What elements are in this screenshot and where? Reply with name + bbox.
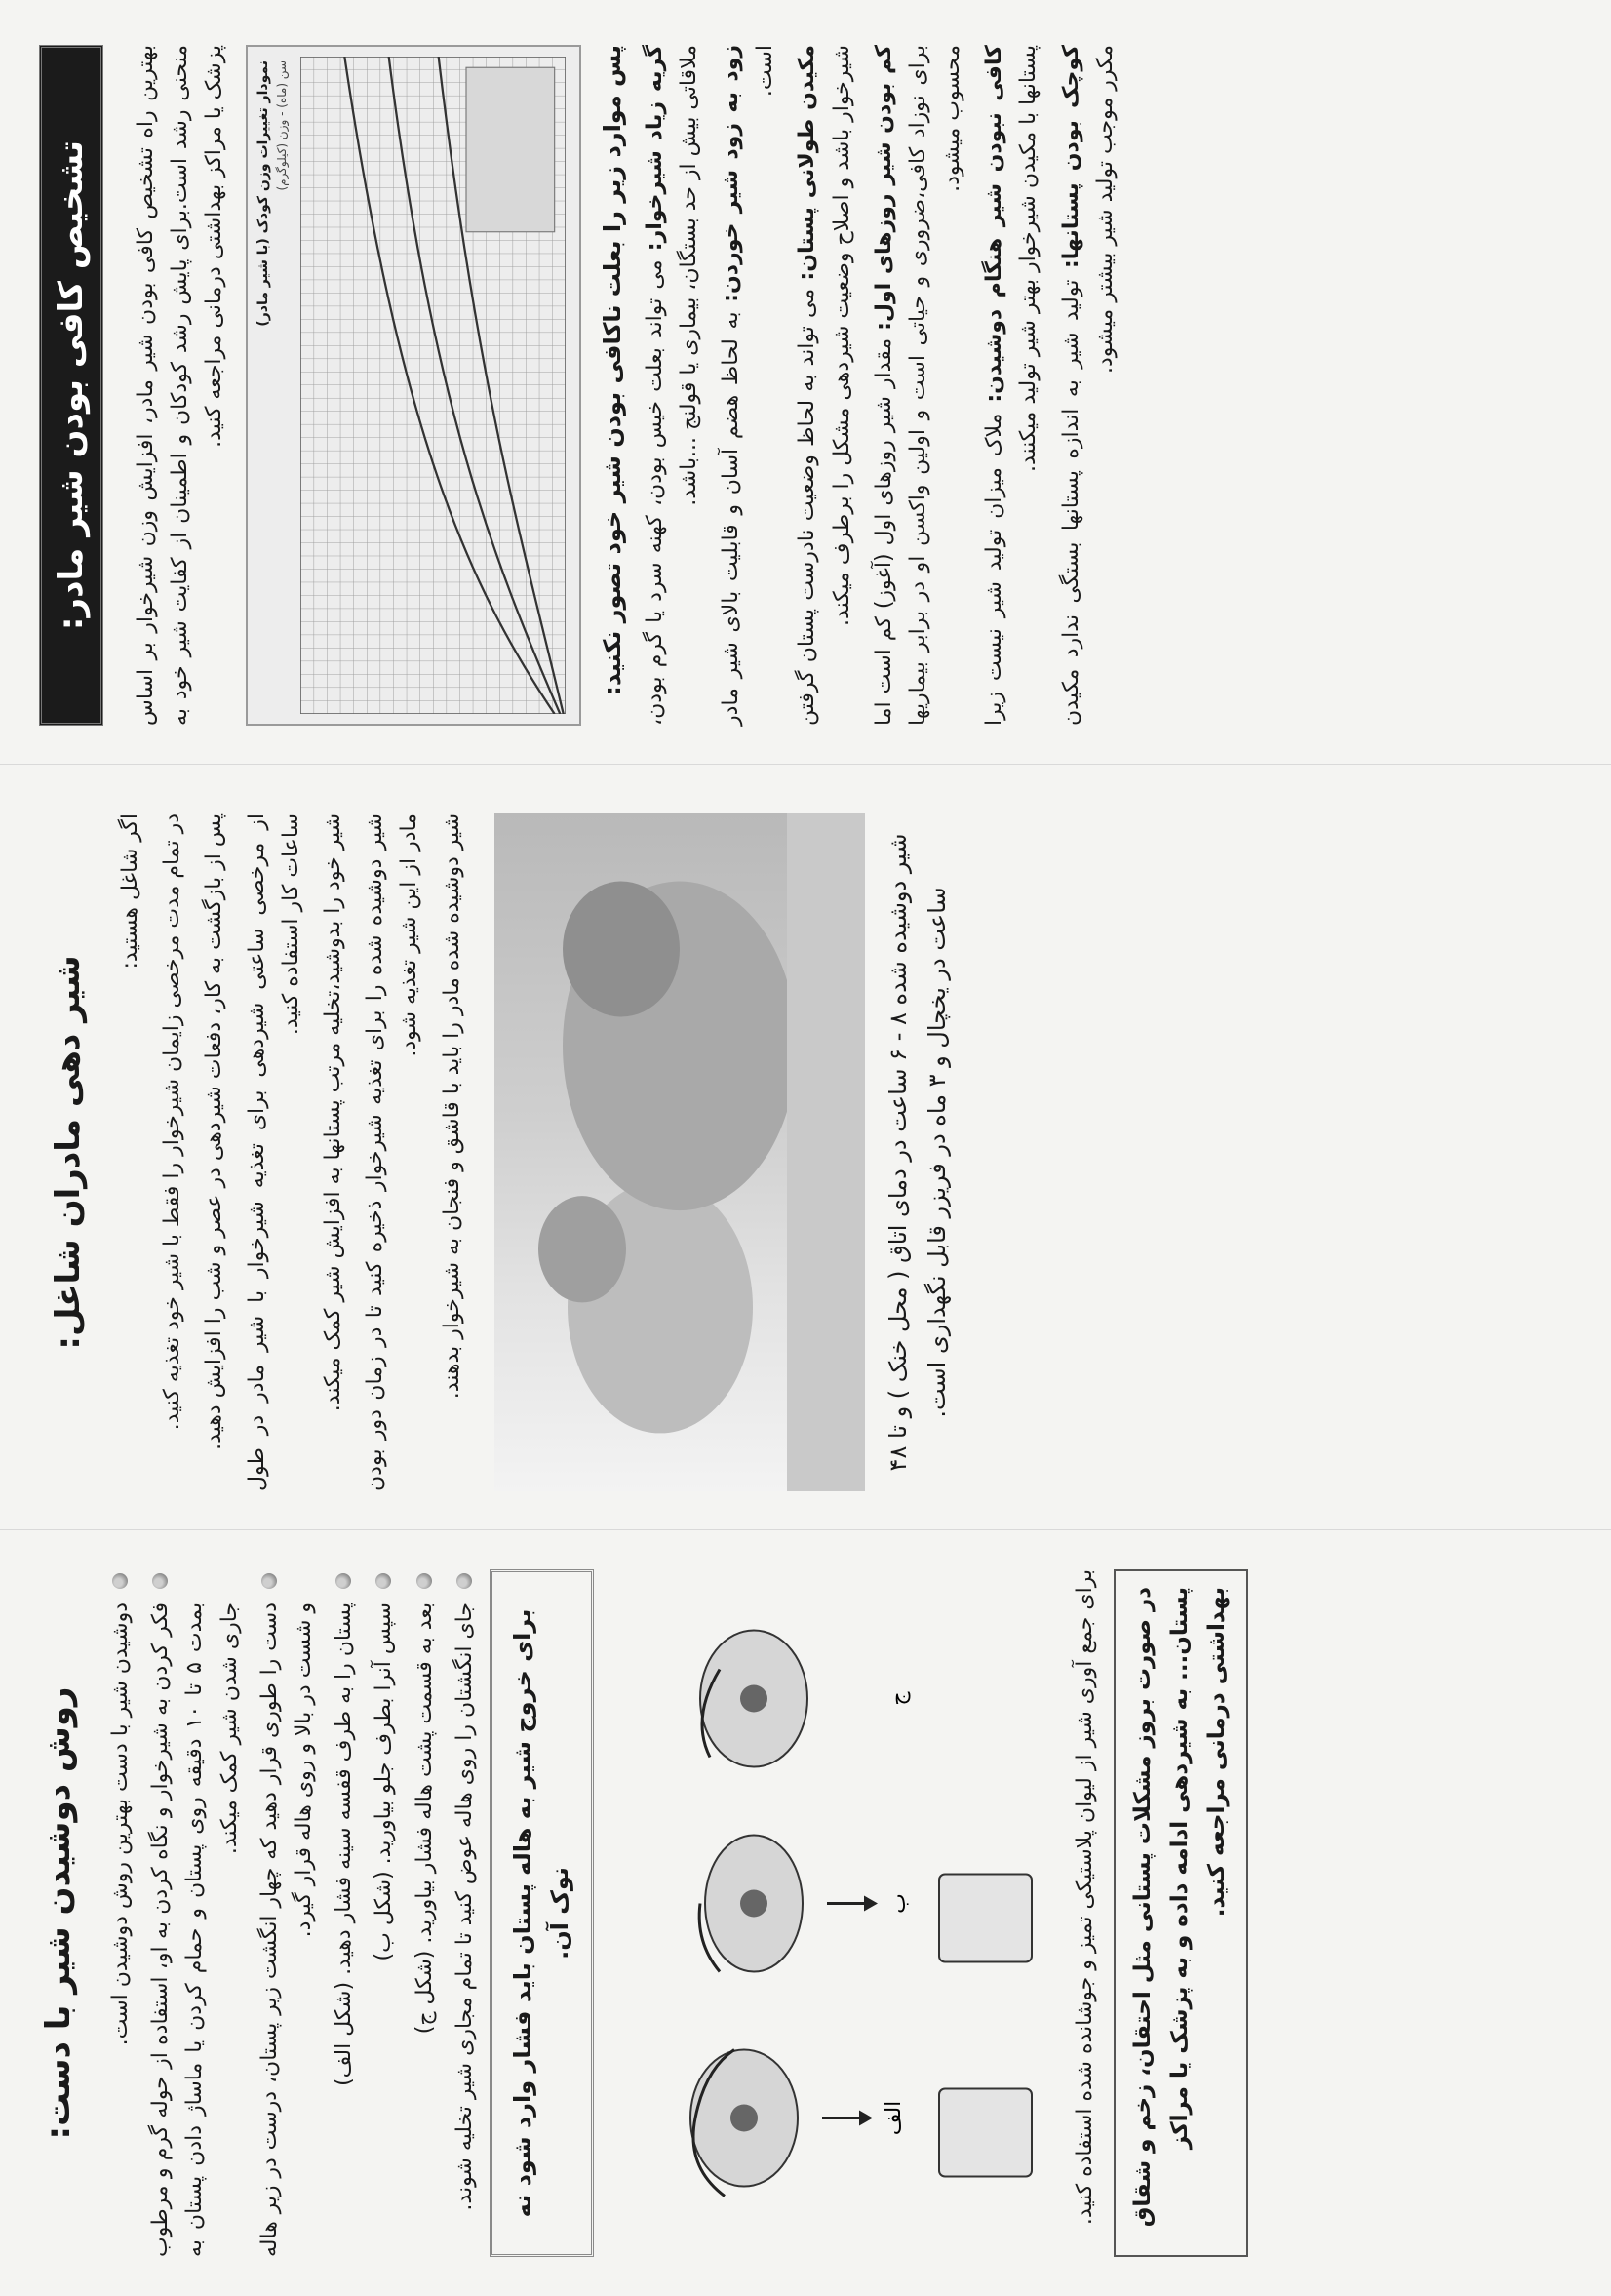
warning-text: در صورت بروز مشکلات پستانی مثل احتقان، زخم و شقاق پستان... به شیردهی ادامه داده و به پزشک یا مراکز بهداشتی درمانی مراجعه کنید. (1129, 1587, 1230, 2228)
storage-note: شیر دوشیده شده ۸ - ۶ ساعت در دمای اتاق ( محل خنک ) و تا ۴۸ ساعت در یخچال و ۳ ماه در فریزر قابل نگهداری است. (884, 833, 952, 1472)
mistake-item (638, 45, 706, 726)
pressure-note-box (490, 1569, 594, 2257)
step-item (448, 1569, 482, 2257)
step-text: فکر کردن به شیرخوار و نگاه کردن به او، استفاده از حوله گرم و مرطوب بمدت ۵ تا ۱۰ دقیقه روی پستان و حمام کردن یا ماساژ دادن پستان به جاری شدن شیر کمک میکند. (148, 1602, 242, 2257)
panel-milk-sufficiency (0, 0, 1611, 765)
growth-chart-grid (300, 57, 566, 714)
step-item (327, 1569, 361, 2257)
step-item (408, 1569, 442, 2257)
bullet-dot-icon (261, 1573, 277, 1589)
working-paragraph: در تمام مدت مرخصی زایمان شیرخوار را فقط با شیر خود تغذیه کنید. (160, 813, 185, 1431)
working-paragraph: شیر دوشیده شده را برای تغذیه شیرخوار ذخیره کنید تا در زمان دور بودن مادر از این شیر تغذیه شود. (363, 813, 422, 1491)
step-item (143, 1569, 247, 2257)
step-item (103, 1569, 138, 2257)
step-item (367, 1569, 401, 2257)
step-text: پستان را به طرف قفسه سینه فشار دهید. (شکل الف) (332, 1603, 357, 2086)
container-note: برای جمع آوری شیر از لیوان پلاستیکی تمیز و جوشانده شده استفاده کنید. (1072, 1569, 1097, 2226)
mistakes-title: پس موارد زیر را بعلت ناکافی بودن شیر خود تصور نکنید: (598, 45, 626, 695)
mother-baby-image (494, 813, 865, 1491)
mistake-lead: کوچک بودن پستانها: (1058, 44, 1083, 269)
mistake-lead: مکیدن طولانی پستان: (795, 45, 820, 281)
growth-chart-subtitle: سن (ماه) - وزن (کیلوگرم) (274, 60, 289, 191)
breast-problems-warning (1114, 1569, 1248, 2257)
growth-chart-svg (300, 57, 566, 714)
mistake-lead: گریه زیاد شیرخوار: (642, 45, 667, 252)
figure-label-a: الف (881, 2100, 906, 2136)
step-text: جای انگشتان را روی هاله عوض کنید تا تمام مجاری شیر تخلیه شوند. (452, 1603, 477, 2211)
step-item (253, 1569, 321, 2257)
panel-hand-expression (0, 1530, 1611, 2296)
mistake-text: ملاک میزان تولید شیر نیست زیرا پستانها با مکیدن شیرخوار بهتر شیر تولید میکنند. (982, 45, 1041, 726)
step-text: دوشیدن شیر با دست بهترین روش دوشیدن است. (108, 1603, 133, 2046)
mistake-item (1054, 45, 1122, 726)
bullet-dot-icon (375, 1573, 391, 1589)
hand-expression-illustration (608, 1569, 1056, 2257)
bullet-dot-icon (416, 1573, 432, 1589)
growth-chart (246, 45, 581, 726)
mistake-item (714, 45, 782, 726)
working-paragraph: از مرخصی ساعتی شیردهی برای تغذیه شیرخوار با شیر مادر در طول ساعات کار استفاده کنید. (244, 813, 303, 1491)
mistake-text: می تواند بعلت خیس بودن، کهنه سرد یا گرم بودن، ملاقاتی بیش از حد بستگان، بیماری یا قولنج ...باشد. (642, 45, 701, 726)
mistake-item (977, 45, 1045, 726)
figure-label-b: ب (885, 1893, 911, 1914)
mistake-text: به لحاظ هضم آسان و قابلیت بالای شیر مادر است. (718, 45, 778, 726)
panel-working-mothers (0, 765, 1611, 1530)
working-paragraph: شیر دوشیده شده مادر را باید با قاشق و فنجان به شیرخوار بدهند. (439, 813, 464, 1400)
working-paragraph: اگر شاغل هستید: (118, 813, 142, 970)
mistake-text: مقدار شیر روزهای اول (آغوز) کم است اما برای نوزاد کافی،ضروری و حیاتی است و اولین واکسن او در برابر بیماریها محسوب میشود. (871, 45, 965, 726)
sufficiency-intro: بهترین راه تشخیص کافی بودن شیر مادر، افزایش وزن شیرخوار بر اساس منحنی رشد است.برای پایش رشد کودکان و اطمینان از کفایت شیر خود به پزشک یا مراکز بهداشتی درمانی مراجعه کنید. (134, 45, 227, 726)
working-paragraph: پس از بازگشت به کار، دفعات شیردهی در عصر و شب را افزایش دهید. (202, 813, 227, 1450)
hand-expression-figures (608, 1569, 1056, 2257)
mistake-item (790, 45, 858, 726)
step-text: دست را طوری قرار دهید که چهار انگشت زیر پستان، درست در زیر هاله و شست در بالا و روی هاله قرار گیرد. (256, 1603, 316, 2257)
bullet-dot-icon (456, 1573, 472, 1589)
pressure-note: برای خروج شیر به هاله پستان باید فشار وارد شود نه نوک آن. (508, 1608, 574, 2218)
panel-title-sufficiency: تشخیص کافی بودن شیر مادر: (39, 45, 103, 726)
mistake-item (867, 45, 970, 726)
mistakes-list (638, 45, 1122, 726)
bullet-dot-icon (112, 1573, 128, 1589)
working-paragraph: شیر خود را بدوشید،تخلیه مرتب پستانها به افزایش شیر کمک میکند. (320, 813, 345, 1412)
figure-label-c: ج (885, 1691, 911, 1706)
mistake-text: تولید شیر به اندازه پستانها بستگی ندارد مکیدن مکرر موجب تولید شیر بیشتر میشود. (1058, 45, 1118, 726)
mistake-text: می تواند به لحاظ وضعیت نادرست پستان گرفتن شیرخوار باشد و اصلاح وضعیت شیردهی مشکل را برطرف میکند. (795, 45, 854, 726)
expression-steps (103, 1569, 482, 2257)
bullet-dot-icon (152, 1573, 168, 1589)
step-text: سپس آنرا بطرف جلو بیاورید. (شکل ب) (372, 1603, 397, 1961)
step-text: بعد به قسمت پشت هاله فشار بیاورید. (شکل ج) (412, 1603, 437, 2035)
mistake-lead: کافی نبودن شیر هنگام دوشیدن: (982, 45, 1007, 403)
growth-chart-title: نمودار تغییرات وزن کودک (با شیر مادر) (255, 60, 271, 327)
mistake-lead: زود به زود شیر خوردن: (718, 44, 743, 302)
bullet-dot-icon (335, 1573, 351, 1589)
panel-title-hand-expression: روش دوشیدن شیر با دست: (39, 1686, 78, 2140)
mistake-lead: کم بودن شیر روزهای اول: (871, 45, 896, 331)
panel-title-working-mothers: شیر دهی مادران شاغل: (49, 955, 88, 1350)
mother-baby-photo (494, 813, 865, 1491)
